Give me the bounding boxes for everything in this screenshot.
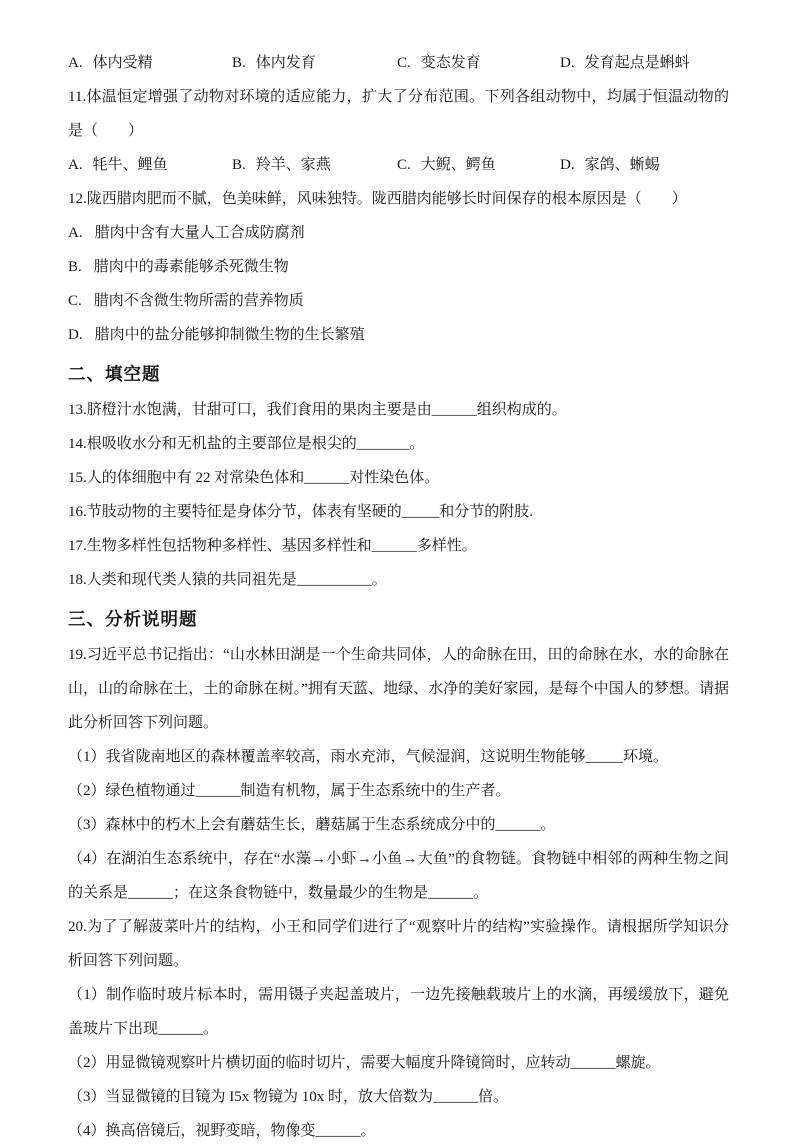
- option-text: 牦牛、鲤鱼: [92, 157, 168, 173]
- question-19-part-2: （2）绿色植物通过______制造有机物，属于生态系统中的生产者。: [68, 783, 511, 799]
- q12-option-d: [68, 318, 729, 352]
- q10-option-c: [397, 46, 560, 80]
- option-text: 体内受精: [92, 55, 153, 71]
- question-20-part-2: （2）用显微镜观察叶片横切面的临时切片，需要大幅度升降镜筒时，应转动______螺旋。: [68, 1055, 661, 1071]
- option-label-a: A.: [68, 55, 83, 71]
- option-label-a: A.: [68, 157, 83, 173]
- option-text: 腊肉中的毒素能够杀死微生物: [93, 259, 289, 275]
- question-20-stem: 20.为了了解菠菜叶片的结构，小王和同学们进行了“观察叶片的结构”实验操作。请根据所学知识分析回答下列问题。: [68, 919, 729, 969]
- option-text: 体内发育: [255, 55, 316, 71]
- q12-option-c: [68, 284, 729, 318]
- section-2-heading: 二、填空题: [68, 364, 161, 384]
- option-label-b: B.: [232, 157, 246, 173]
- q10-option-d: [560, 46, 729, 80]
- q12-option-a: [68, 216, 729, 250]
- option-label-d: D.: [560, 55, 575, 71]
- question-11-options-row: [68, 148, 729, 182]
- question-19-part-4: （4）在湖泊生态系统中，存在“水藻→小虾→小鱼→大鱼”的食物链。食物链中相邻的两种生物之间的关系是______；在这条食物链中，数量最少的生物是______。: [68, 851, 729, 901]
- question-19-part-3: （3）森林中的朽木上会有蘑菇生长，蘑菇属于生态系统成分中的______。: [68, 817, 556, 833]
- question-13: 13.脐橙汁水饱满，甘甜可口，我们食用的果肉主要是由______组织构成的。: [68, 402, 567, 418]
- q11-option-b: [232, 148, 397, 182]
- q11-option-a: [68, 148, 232, 182]
- option-label-a: A.: [68, 225, 83, 241]
- question-20-part-3: （3）当显微镜的目镜为 I5x 物镜为 10x 时，放大倍数为______倍。: [68, 1089, 508, 1105]
- option-text: 变态发育: [420, 55, 481, 71]
- option-text: 发育起点是蝌蚪: [584, 55, 690, 71]
- q11-option-d: [560, 148, 729, 182]
- question-15: 15.人的体细胞中有 22 对常染色体和______对性染色体。: [68, 470, 440, 486]
- question-19-stem: 19.习近平总书记指出：“山水林田湖是一个生命共同体，人的命脉在田，田的命脉在水，水的命脉在山，山的命脉在土，土的命脉在树。”拥有天蓝、地绿、水净的美好家园，是每个中国人的梦想。请据此分析回答下列问题。: [68, 647, 729, 731]
- q12-option-b: [68, 250, 729, 284]
- question-10-options-row: [68, 46, 729, 80]
- question-14: 14.根吸收水分和无机盐的主要部位是根尖的_______。: [68, 436, 425, 452]
- option-label-c: C.: [397, 157, 411, 173]
- option-text: 家鸽、蜥蜴: [584, 157, 660, 173]
- option-label-c: C.: [397, 55, 411, 71]
- option-label-d: D.: [560, 157, 575, 173]
- section-3-heading: 三、分析说明题: [68, 609, 198, 629]
- q11-option-c: [397, 148, 560, 182]
- option-label-b: B.: [232, 55, 246, 71]
- option-label-b: B.: [68, 259, 82, 275]
- question-11-stem: 11.体温恒定增强了动物对环境的适应能力，扩大了分布范围。下列各组动物中，均属于恒温动物的是（ ）: [68, 89, 729, 139]
- question-19-part-1: （1）我省陇南地区的森林覆盖率较高，雨水充沛，气候湿润，这说明生物能够_____环境。: [68, 749, 669, 765]
- question-18: 18.人类和现代类人猿的共同祖先是__________。: [68, 572, 387, 588]
- option-text: 腊肉不含微生物所需的营养物质: [93, 293, 304, 309]
- option-text: 腊肉中的盐分能够抑制微生物的生长繁殖: [94, 327, 365, 343]
- question-20-part-1: （1）制作临时玻片标本时，需用镊子夹起盖玻片，一边先接触载玻片上的水滴，再缓缓放下，避免盖玻片下出现______。: [68, 987, 729, 1037]
- option-text: 大鲵、鳄鱼: [420, 157, 496, 173]
- option-label-d: D.: [68, 327, 83, 343]
- q10-option-b: [232, 46, 397, 80]
- q10-option-a: [68, 46, 232, 80]
- question-16: 16.节肢动物的主要特征是身体分节，体表有坚硬的_____和分节的附肢.: [68, 504, 534, 520]
- option-text: 腊肉中含有大量人工合成防腐剂: [94, 225, 305, 241]
- question-17: 17.生物多样性包括物种多样性、基因多样性和______多样性。: [68, 538, 477, 554]
- option-text: 羚羊、家燕: [255, 157, 331, 173]
- option-label-c: C.: [68, 293, 82, 309]
- question-20-part-4: （4）换高倍镜后，视野变暗，物像变______。: [68, 1123, 376, 1139]
- question-12-stem: 12.陇西腊肉肥而不腻，色美味鲜，风味独特。陇西腊肉能够长时间保存的根本原因是（ ）: [68, 191, 687, 207]
